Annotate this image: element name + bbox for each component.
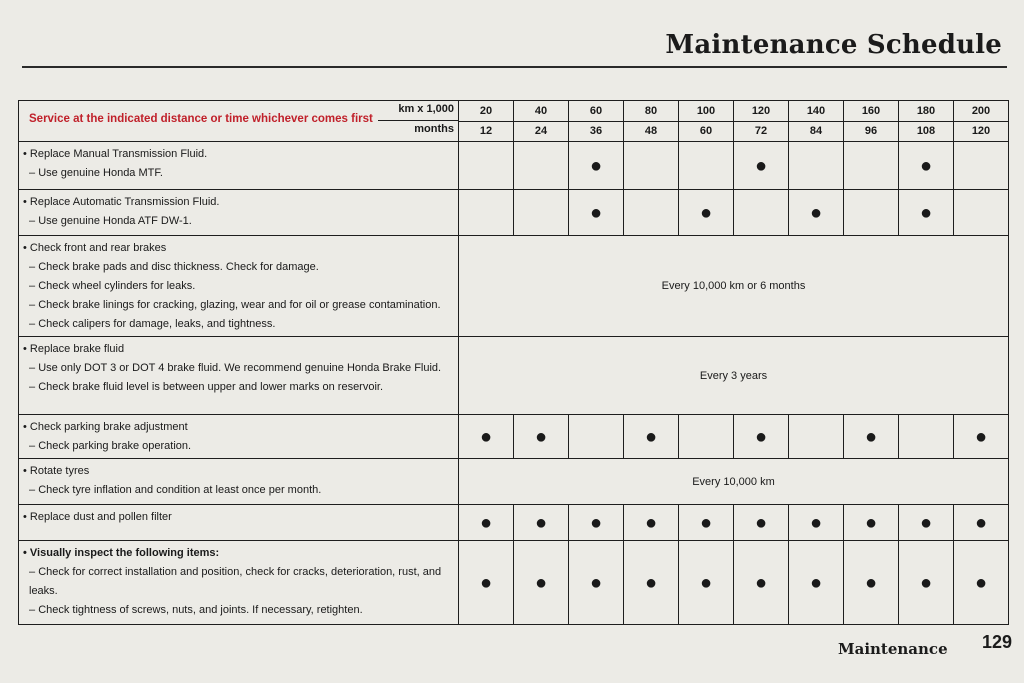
- service-subitem: – Use only DOT 3 or DOT 4 brake fluid. We recommend genuine Honda Brake Fluid.: [29, 362, 442, 374]
- months-header-cell: 24: [514, 121, 569, 142]
- service-due-dot: ●: [624, 541, 679, 625]
- months-header-cell: 96: [844, 121, 899, 142]
- schedule-row: [19, 505, 1009, 541]
- header-divider: [378, 120, 458, 121]
- empty-interval-cell: [514, 142, 569, 190]
- service-interval-label: Service at the indicated distance or time whichever comes first: [29, 113, 373, 125]
- service-subitem-text: Check brake fluid level is between upper and lower marks on reservoir.: [38, 381, 384, 393]
- service-item-cell: [19, 541, 459, 625]
- km-header-cell: 20: [459, 101, 514, 122]
- service-due-dot: ●: [789, 190, 844, 236]
- service-due-dot: ●: [844, 415, 899, 459]
- page-number: 129: [982, 632, 1013, 652]
- months-header-cell: 60: [679, 121, 734, 142]
- service-item-label: • Replace Manual Transmission Fluid.: [23, 148, 208, 160]
- service-due-dot: ●: [734, 415, 789, 459]
- km-header-cell: 120: [734, 101, 789, 122]
- empty-interval-cell: [679, 142, 734, 190]
- service-due-dot: ●: [459, 415, 514, 459]
- service-due-dot: ●: [514, 415, 569, 459]
- service-item-text: Replace brake fluid: [29, 343, 125, 355]
- km-header-cell: 180: [899, 101, 954, 122]
- schedule-row: [19, 236, 1009, 337]
- service-item-label: • Visually inspect the following items:: [23, 547, 220, 559]
- service-subitem-text: Check parking brake operation.: [38, 440, 192, 452]
- service-due-dot: ●: [899, 142, 954, 190]
- title-rule: [22, 66, 1007, 68]
- service-item-cell: [19, 142, 459, 190]
- service-due-dot: ●: [954, 541, 1009, 625]
- service-due-dot: ●: [569, 190, 624, 236]
- service-due-dot: ●: [954, 415, 1009, 459]
- service-due-dot: ●: [789, 505, 844, 541]
- maintenance-schedule-table: [18, 100, 1008, 625]
- empty-interval-cell: [844, 142, 899, 190]
- months-header-cell: 36: [569, 121, 624, 142]
- km-label: km x 1,000: [398, 103, 454, 115]
- service-subitem-text: Check brake pads and disc thickness. Check for damage.: [38, 261, 319, 273]
- service-subitem: – Check brake fluid level is between upper and lower marks on reservoir.: [29, 381, 384, 393]
- service-item-text: Visually inspect the following items:: [29, 547, 220, 559]
- empty-interval-cell: [899, 415, 954, 459]
- service-due-dot: ●: [734, 142, 789, 190]
- service-due-dot: ●: [514, 541, 569, 625]
- service-item-text: Replace Manual Transmission Fluid.: [29, 148, 208, 160]
- service-due-dot: ●: [569, 541, 624, 625]
- service-due-dot: ●: [569, 505, 624, 541]
- months-header-cell: 84: [789, 121, 844, 142]
- service-subitem-text: Check brake linings for cracking, glazing, wear and for oil or grease contamination.: [38, 299, 441, 311]
- service-subitem: – Check brake linings for cracking, glazing, wear and for oil or grease contamination.: [29, 299, 441, 311]
- empty-interval-cell: [514, 190, 569, 236]
- schedule-row: [19, 541, 1009, 625]
- service-item-cell: [19, 337, 459, 415]
- service-due-dot: ●: [679, 541, 734, 625]
- service-subitem-text: Check tyre inflation and condition at least once per month.: [38, 484, 322, 496]
- header-label-cell: [19, 101, 459, 142]
- service-subitem-text: Use genuine Honda MTF.: [38, 167, 163, 179]
- service-due-dot: ●: [514, 505, 569, 541]
- service-due-dot: ●: [734, 505, 789, 541]
- service-due-dot: ●: [624, 505, 679, 541]
- empty-interval-cell: [624, 190, 679, 236]
- service-due-dot: ●: [789, 541, 844, 625]
- schedule-row: [19, 190, 1009, 236]
- service-item-label: • Check parking brake adjustment: [23, 421, 188, 433]
- service-item-text: Replace dust and pollen filter: [29, 511, 172, 523]
- service-subitem-text: Check for correct installation and position, check for cracks, deterioration, rust, and leaks.: [29, 566, 442, 597]
- service-item-label: • Replace dust and pollen filter: [23, 511, 172, 523]
- empty-interval-cell: [789, 415, 844, 459]
- service-subitem: – Check tyre inflation and condition at least once per month.: [29, 484, 322, 496]
- service-due-dot: ●: [569, 142, 624, 190]
- service-item-text: Check parking brake adjustment: [29, 421, 188, 433]
- page-title: Maintenance Schedule: [665, 30, 1002, 60]
- service-subitem-text: Use only DOT 3 or DOT 4 brake fluid. We recommend genuine Honda Brake Fluid.: [38, 362, 442, 374]
- months-header-cell: 108: [899, 121, 954, 142]
- km-header-cell: 160: [844, 101, 899, 122]
- service-due-dot: ●: [844, 505, 899, 541]
- service-due-dot: ●: [899, 541, 954, 625]
- empty-interval-cell: [679, 415, 734, 459]
- service-subitem: – Check tightness of screws, nuts, and joints. If necessary, retighten.: [29, 604, 363, 616]
- km-header-cell: 60: [569, 101, 624, 122]
- service-subitem-text: Use genuine Honda ATF DW-1.: [38, 215, 192, 227]
- service-subitem: – Check brake pads and disc thickness. Check for damage.: [29, 261, 319, 273]
- months-header-cell: 48: [624, 121, 679, 142]
- interval-span-cell: Every 10,000 km: [459, 459, 1009, 505]
- service-due-dot: ●: [899, 505, 954, 541]
- km-header-cell: 140: [789, 101, 844, 122]
- header-row-km: [19, 101, 1009, 122]
- km-header-cell: 200: [954, 101, 1009, 122]
- service-due-dot: ●: [899, 190, 954, 236]
- service-item-cell: [19, 459, 459, 505]
- service-subitem: – Check parking brake operation.: [29, 440, 192, 452]
- km-header-cell: 100: [679, 101, 734, 122]
- service-item-label: • Replace brake fluid: [23, 343, 125, 355]
- schedule-row: [19, 459, 1009, 505]
- service-subitem: – Check calipers for damage, leaks, and tightness.: [29, 318, 276, 330]
- service-subitem-text: Check calipers for damage, leaks, and tightness.: [38, 318, 276, 330]
- service-item-label: • Check front and rear brakes: [23, 242, 167, 254]
- empty-interval-cell: [954, 190, 1009, 236]
- months-label: months: [414, 123, 454, 135]
- service-item-label: • Rotate tyres: [23, 465, 90, 477]
- service-item-text: Check front and rear brakes: [29, 242, 167, 254]
- empty-interval-cell: [569, 415, 624, 459]
- service-subitem: – Check wheel cylinders for leaks.: [29, 280, 196, 292]
- service-item-cell: [19, 415, 459, 459]
- empty-interval-cell: [459, 190, 514, 236]
- km-header-cell: 40: [514, 101, 569, 122]
- months-header-cell: 72: [734, 121, 789, 142]
- service-subitem-text: Check tightness of screws, nuts, and joints. If necessary, retighten.: [38, 604, 363, 616]
- empty-interval-cell: [844, 190, 899, 236]
- empty-interval-cell: [734, 190, 789, 236]
- service-due-dot: ●: [459, 505, 514, 541]
- service-subitem-text: Check wheel cylinders for leaks.: [38, 280, 196, 292]
- empty-interval-cell: [459, 142, 514, 190]
- service-due-dot: ●: [679, 505, 734, 541]
- months-header-cell: 120: [954, 121, 1009, 142]
- interval-span-cell: Every 10,000 km or 6 months: [459, 236, 1009, 337]
- months-header-cell: 12: [459, 121, 514, 142]
- interval-span-cell: Every 3 years: [459, 337, 1009, 415]
- service-item-cell: [19, 236, 459, 337]
- service-item-text: Replace Automatic Transmission Fluid.: [29, 196, 220, 208]
- service-item-text: Rotate tyres: [29, 465, 90, 477]
- service-item-cell: [19, 190, 459, 236]
- service-due-dot: ●: [459, 541, 514, 625]
- service-subitem: – Use genuine Honda MTF.: [29, 167, 163, 179]
- km-header-cell: 80: [624, 101, 679, 122]
- service-due-dot: ●: [679, 190, 734, 236]
- section-footer-label: Maintenance: [838, 640, 948, 658]
- service-due-dot: ●: [954, 505, 1009, 541]
- schedule-row: [19, 415, 1009, 459]
- empty-interval-cell: [954, 142, 1009, 190]
- service-subitem: – Use genuine Honda ATF DW-1.: [29, 215, 192, 227]
- service-subitem: – Check for correct installation and position, check for cracks, deterioration, rust, and leaks.: [29, 566, 442, 597]
- service-due-dot: ●: [624, 415, 679, 459]
- empty-interval-cell: [624, 142, 679, 190]
- service-item-label: • Replace Automatic Transmission Fluid.: [23, 196, 220, 208]
- service-item-cell: [19, 505, 459, 541]
- service-due-dot: ●: [734, 541, 789, 625]
- empty-interval-cell: [789, 142, 844, 190]
- service-due-dot: ●: [844, 541, 899, 625]
- schedule-body: [19, 101, 1009, 625]
- schedule-row: [19, 337, 1009, 415]
- schedule-row: [19, 142, 1009, 190]
